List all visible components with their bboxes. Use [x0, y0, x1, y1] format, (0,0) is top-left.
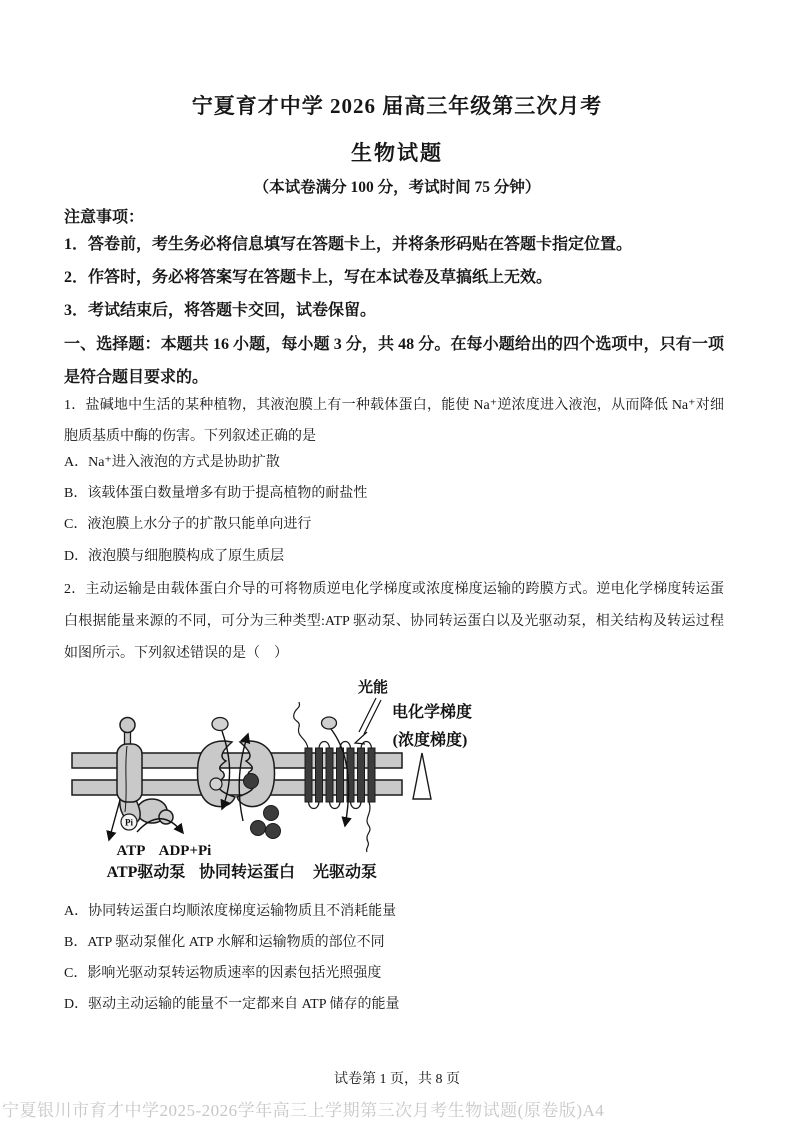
- question-2-option-a: A．协同转运蛋白均顺浓度梯度运输物质且不消耗能量: [64, 904, 397, 919]
- exam-info: （本试卷满分 100 分，考试时间 75 分钟）: [253, 179, 541, 196]
- question-2-stem: 2．主动运输是由载体蛋白介导的可将物质逆电化学梯度或浓度梯度运输的跨膜方式。逆电化学梯度转运蛋白根据能量来源的不同，可分为三种类型:ATP 驱动泵、协同转运蛋白以及光驱动泵，相关结构及转运过程如图所示。下列叙述错误的是（ ）: [64, 582, 724, 661]
- atp-pump-shape: [109, 718, 183, 841]
- atp-arrow: [109, 800, 120, 840]
- gradient-triangle: [413, 753, 431, 799]
- cotransporter-shape: [198, 718, 281, 839]
- adp-pi-label: ADP+Pi: [158, 843, 212, 859]
- peptide-squiggle-right: [367, 802, 371, 852]
- atp-label: ATP: [116, 843, 146, 859]
- subject-title: 生物试题: [351, 141, 443, 165]
- section-header: 一、选择题：本题共 16 小题，每小题 3 分，共 48 分。在每小题给出的四个选项中，只有一项是符合题目要求的。: [64, 336, 724, 386]
- light-energy-label: 光能: [357, 680, 389, 696]
- question-1-option-b: B．该载体蛋白数量增多有助于提高植物的耐盐性: [64, 486, 368, 501]
- pi-label: Pi: [125, 817, 133, 828]
- notice-item-3: 3．考试结束后，将答题卡交回，试卷保留。: [64, 302, 377, 319]
- gradient-label-line1: 电化学梯度: [391, 704, 473, 721]
- watermark: 宁夏银川市育才中学2025-2026学年高三上学期第三次月考生物试题(原卷版)A4: [2, 1101, 605, 1120]
- cotransporter-label: 协同转运蛋白: [198, 864, 296, 881]
- question-2-option-b: B．ATP 驱动泵催化 ATP 水解和运输物质的部位不同: [64, 935, 385, 950]
- membrane-transport-diagram: [64, 662, 506, 894]
- notice-item-2: 2．作答时，务必将答案写在答题卡上，写在本试卷及草搞纸上无效。: [64, 269, 553, 286]
- page-title: 宁夏育才中学 2026 届高三年级第三次月考: [191, 94, 603, 118]
- light-energy-arrow: [355, 698, 381, 744]
- solute-circle: [212, 718, 228, 731]
- page-number: 试卷第 1 页，共 8 页: [334, 1072, 460, 1087]
- question-1-option-a: A．Na⁺进入液泡的方式是协助扩散: [64, 455, 280, 470]
- light-pump-label: 光驱动泵: [312, 864, 378, 881]
- question-2-option-c: C．影响光驱动泵转运物质速率的因素包括光照强度: [64, 966, 382, 981]
- question-1-stem: 1．盐碱地中生活的某种植物，其液泡膜上有一种载体蛋白，能使 Na⁺逆浓度进入液泡，从而降低 Na⁺对细胞质基质中酶的伤害。下列叙述正确的是: [64, 398, 724, 444]
- atp-pump-label: ATP驱动泵: [106, 864, 186, 881]
- question-1-option-c: C．液泡膜上水分子的扩散只能单向进行: [64, 517, 312, 532]
- question-2-option-d: D．驱动主动运输的能量不一定都来自 ATP 储存的能量: [64, 997, 400, 1012]
- gradient-label-line2: (浓度梯度): [392, 732, 468, 749]
- notice-title: 注意事项：: [64, 209, 145, 226]
- solute-dots: [251, 806, 281, 839]
- peptide-squiggle-left: [294, 702, 308, 749]
- question-1-option-d: D．液泡膜与细胞膜构成了原生质层: [64, 549, 285, 564]
- notice-item-1: 1．答卷前，考生务必将信息填写在答题卡上，并将条形码贴在答题卡指定位置。: [64, 236, 633, 253]
